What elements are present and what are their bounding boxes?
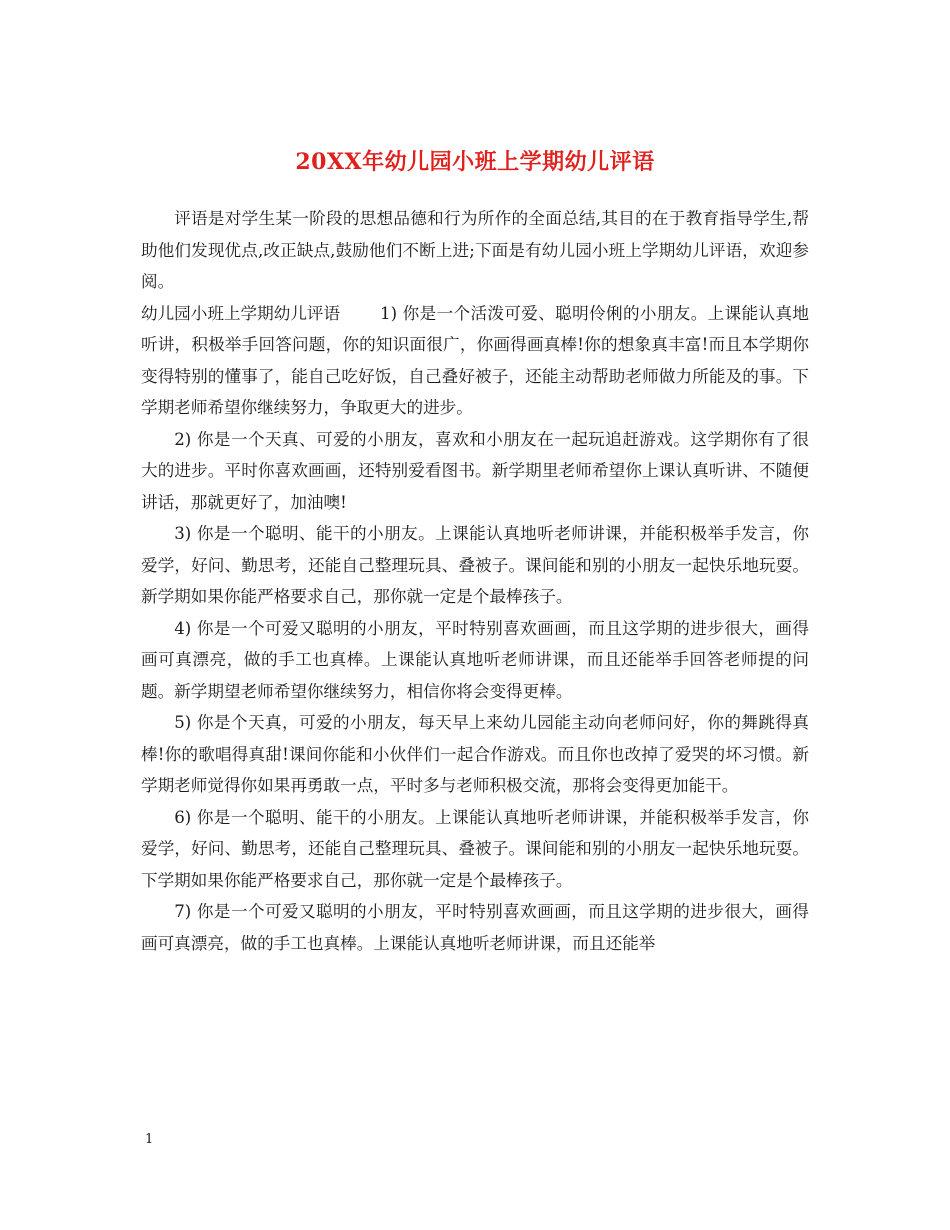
comment-7: 7) 你是一个可爱又聪明的小朋友，平时特别喜欢画画，而且这学期的进步很大，画得画可真漂亮，做的手工也真棒。上课能认真地听老师讲课，而且还能举 <box>141 902 809 953</box>
section-heading: 幼儿园小班上学期幼儿评语 <box>141 303 341 323</box>
first-comment-paragraph <box>141 298 809 424</box>
page-number: 1 <box>145 1132 154 1147</box>
intro-paragraph: 评语是对学生某一阶段的思想品德和行为所作的全面总结,其目的在于教育指导学生,帮助他们发现优点,改正缺点,鼓励他们不断上进;下面是有幼儿园小班上学期幼儿评语，欢迎参阅。 <box>141 209 809 291</box>
comment-2: 2) 你是一个天真、可爱的小朋友，喜欢和小朋友在一起玩追赶游戏。这学期你有了很大的进步。平时你喜欢画画，还特别爱看图书。新学期里老师希望你上课认真听讲、不随便讲话，那就更好了，加油噢! <box>141 429 809 512</box>
comment-3: 3) 你是一个聪明、能干的小朋友。上课能认真地听老师讲课，并能积极举手发言，你爱学，好问、勤思考，还能自己整理玩具、叠被子。课间能和别的小朋友一起快乐地玩耍。新学期如果你能严格要求自己，那你就一定是个最棒孩子。 <box>141 524 809 606</box>
document-body <box>141 203 809 959</box>
comment-1: 1) 你是一个活泼可爱、聪明伶俐的小朋友。上课能认真地听讲，积极举手回答问题，你的知识面很广，你画得画真棒!你的想象真丰富!而且本学期你变得特别的懂事了，能自己吃好饭，自己叠好被子，还能主动帮助老师做力所能及的事。下学期老师希望你继续努力，争取更大的进步。 <box>141 303 809 417</box>
comment-6: 6) 你是一个聪明、能干的小朋友。上课能认真地听老师讲课，并能积极举手发言，你爱学，好问、勤思考，还能自己整理玩具、叠被子。课间能和别的小朋友一起快乐地玩耍。下学期如果你能严格要求自己，那你就一定是个最棒孩子。 <box>141 807 809 890</box>
document-title: 20XX年幼儿园小班上学期幼儿评语 <box>295 148 655 175</box>
comment-5: 5) 你是个天真，可爱的小朋友，每天早上来幼儿园能主动向老师问好，你的舞跳得真棒!你的歌唱得真甜!课间你能和小伙伴们一起合作游戏。而且你也改掉了爱哭的坏习惯。新学期老师觉得你如果再勇敢一点，平时多与老师积极交流，那将会变得更加能干。 <box>141 713 809 795</box>
comment-4: 4) 你是一个可爱又聪明的小朋友，平时特别喜欢画画，而且这学期的进步很大，画得画可真漂亮，做的手工也真棒。上课能认真地听老师讲课，而且还能举手回答老师提的问题。新学期望老师希望你继续努力，相信你将会变得更棒。 <box>141 618 809 701</box>
